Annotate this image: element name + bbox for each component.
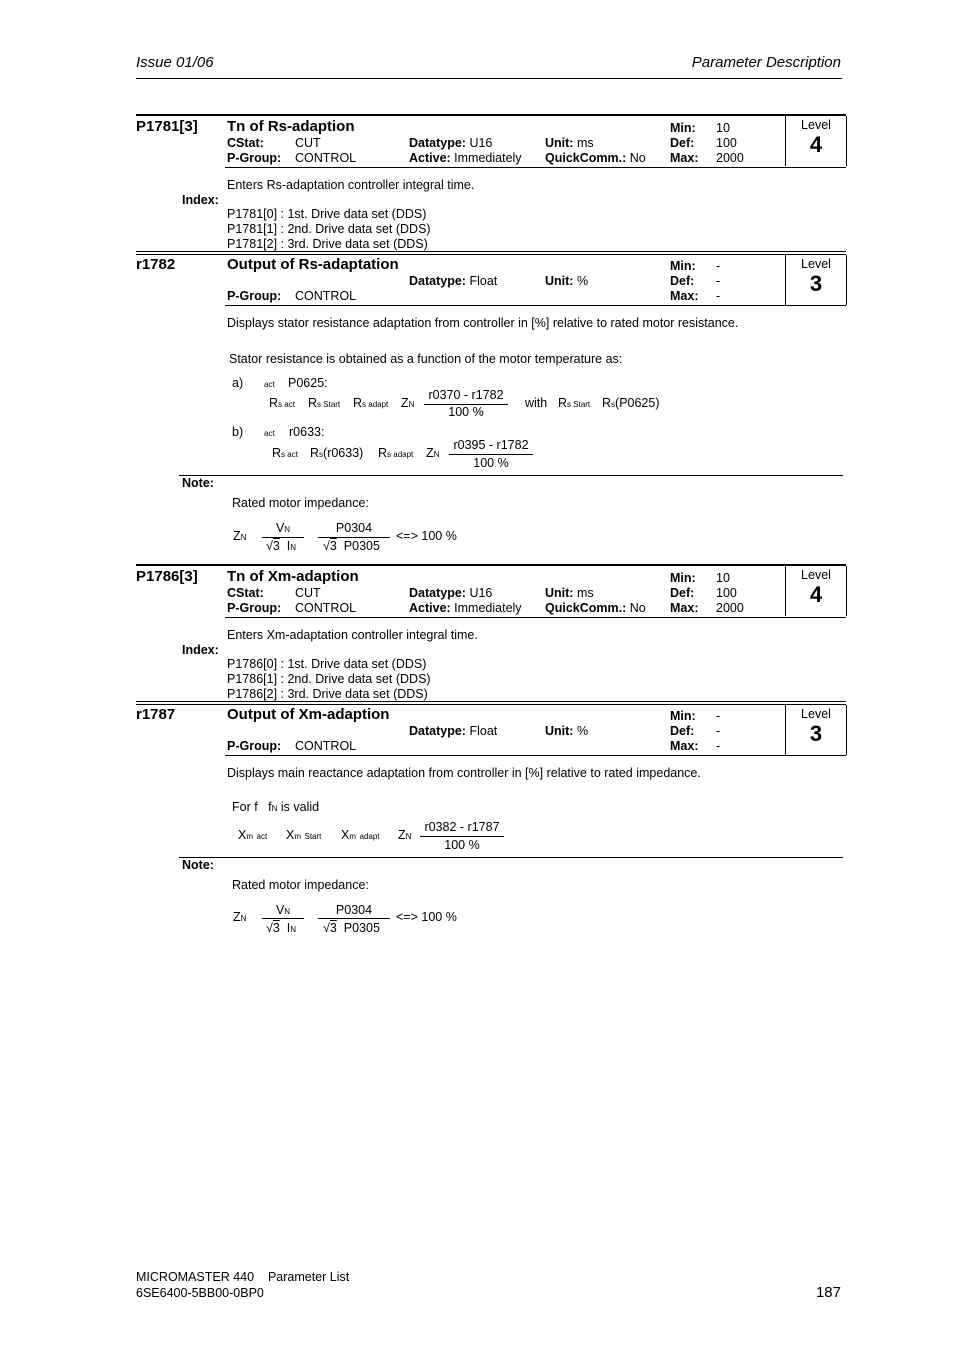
level-box — [785, 116, 847, 166]
formula-fraction-bar — [420, 836, 504, 837]
active: Active: Immediately — [409, 601, 522, 615]
level-number: 4 — [809, 132, 823, 157]
min-value: - — [716, 709, 721, 723]
formula-b-fraction-bar — [449, 454, 533, 455]
param-id: P1786[3] — [136, 568, 198, 585]
max-value: - — [716, 289, 721, 303]
level-label: Level — [801, 257, 831, 271]
pgroup-value: CONTROL — [295, 151, 357, 165]
level-label: Level — [801, 707, 831, 721]
formula-b-denominator: 100 % — [473, 456, 509, 470]
param-header-bottom-rule — [225, 755, 846, 756]
max-value: - — [716, 739, 721, 753]
header-issue: Issue 01/06 — [136, 54, 214, 71]
def-label: Def: — [670, 136, 695, 150]
def-label: Def: — [670, 586, 695, 600]
param-description: Enters Xm-adaptation controller integral time. — [227, 628, 478, 642]
max-label: Max: — [670, 601, 699, 615]
unit: Unit: ms — [545, 586, 594, 600]
index-item: P1786[0] : 1st. Drive data set (DDS) — [227, 657, 427, 671]
def-value: 100 — [716, 136, 737, 150]
param-header-bottom-rule — [225, 617, 846, 618]
note-label: Note: — [182, 476, 214, 490]
unit: Unit: % — [545, 274, 589, 288]
formula-a-numerator: r0370 - r1782 — [428, 388, 504, 402]
sqrt-icon: √ — [266, 921, 273, 935]
formula-numerator: r0382 - r1787 — [424, 820, 500, 834]
header-rule — [136, 78, 842, 79]
pgroup-value: CONTROL — [295, 601, 357, 615]
pgroup-label: P-Group: — [227, 289, 282, 303]
index-label: Index: — [182, 193, 219, 207]
formula-b-zn: ZN — [426, 446, 440, 460]
formula-intro: Stator resistance is obtained as a function of the motor temperature as: — [229, 352, 623, 366]
min-label: Min: — [670, 121, 696, 135]
param-top-rule — [136, 564, 846, 566]
min-value: 10 — [716, 121, 730, 135]
formula-a-rsstart-2: Rs Start — [558, 396, 591, 410]
min-label: Min: — [670, 709, 696, 723]
index-label: Index: — [182, 643, 219, 657]
param-description: Enters Rs-adaptation controller integral time. — [227, 178, 475, 192]
level-number: 4 — [809, 582, 823, 607]
cstat-value: CUT — [295, 586, 321, 600]
formula-a-with: with — [525, 396, 548, 410]
datatype: Datatype: U16 — [409, 586, 493, 600]
formula-a-rs-p0625: Rs(P0625) — [602, 396, 660, 410]
def-label: Def: — [670, 724, 695, 738]
cstat-label: CStat: — [227, 136, 264, 150]
cstat-value: CUT — [295, 136, 321, 150]
level-box — [785, 566, 847, 616]
level-label: Level — [801, 568, 831, 582]
formula-a-rsact: Rs act — [269, 396, 295, 410]
footer-order-number: 6SE6400-5BB00-0BP0 — [136, 1286, 264, 1300]
datatype: Datatype: U16 — [409, 136, 493, 150]
unit: Unit: % — [545, 724, 589, 738]
active: Active: Immediately — [409, 151, 522, 165]
cstat-label: CStat: — [227, 586, 264, 600]
index-item: P1781[0] : 1st. Drive data set (DDS) — [227, 207, 427, 221]
param-id: r1782 — [136, 256, 176, 273]
formula-zn: ZN — [398, 828, 412, 842]
quickcomm: QuickComm.: No — [545, 151, 646, 165]
def-value: - — [716, 724, 721, 738]
param-header-bottom-rule — [225, 167, 846, 168]
formula-a-cond: P0625: — [288, 376, 328, 390]
note-rule — [179, 857, 843, 858]
index-item: P1786[2] : 3rd. Drive data set (DDS) — [227, 687, 428, 701]
formula-a-rsadapt: Rs adapt — [353, 396, 389, 410]
formula-b-rsact: Rs act — [272, 446, 298, 460]
formula-a-denominator: 100 % — [448, 405, 484, 419]
max-label: Max: — [670, 151, 699, 165]
formula-b-cond-sub: act — [264, 429, 275, 438]
formula-a-label: a) — [232, 376, 244, 390]
sqrt-icon: √ — [266, 539, 273, 553]
formula-denominator: 100 % — [444, 838, 480, 852]
min-value: 10 — [716, 571, 730, 585]
param-title: Tn of Rs-adaption — [227, 118, 355, 135]
pgroup-value: CONTROL — [295, 289, 357, 303]
param-header-bottom-rule — [225, 305, 846, 306]
formula-a-zn: ZN — [401, 396, 415, 410]
unit: Unit: ms — [545, 136, 594, 150]
max-label: Max: — [670, 739, 699, 753]
formula-a-rsstart: Rs Start — [308, 396, 341, 410]
note-text: Rated motor impedance: — [232, 878, 369, 892]
def-value: - — [716, 274, 721, 288]
pgroup-label: P-Group: — [227, 601, 282, 615]
validity-condition: For f fN is valid — [232, 800, 320, 814]
param-title: Output of Rs-adaptation — [227, 256, 399, 273]
note-text: Rated motor impedance: — [232, 496, 369, 510]
level-number: 3 — [809, 271, 823, 296]
def-value: 100 — [716, 586, 737, 600]
formula-b-numerator: r0395 - r1782 — [453, 438, 529, 452]
page-number: 187 — [815, 1284, 841, 1301]
index-item: P1781[1] : 2nd. Drive data set (DDS) — [227, 222, 431, 236]
note-rule — [179, 475, 843, 476]
max-label: Max: — [670, 289, 699, 303]
pgroup-label: P-Group: — [227, 151, 282, 165]
param-id: r1787 — [136, 706, 176, 723]
param-description: Displays main reactance adaptation from controller in [%] relative to rated impedance. — [227, 766, 701, 780]
note-label: Note: — [182, 858, 214, 872]
param-top-rule — [136, 251, 846, 252]
sqrt-icon: √ — [323, 539, 330, 553]
param-top-rule-2 — [136, 254, 846, 255]
index-item: P1781[2] : 3rd. Drive data set (DDS) — [227, 237, 428, 251]
datatype: Datatype: Float — [409, 724, 498, 738]
formula-b-rs-r0633: Rs(r0633) — [310, 446, 364, 460]
min-value: - — [716, 259, 721, 273]
level-label: Level — [801, 118, 831, 132]
param-top-rule — [136, 701, 846, 702]
min-label: Min: — [670, 571, 696, 585]
formula-b-rsadapt: Rs adapt — [378, 446, 414, 460]
param-description: Displays stator resistance adaptation from controller in [%] relative to rated motor resistance. — [227, 316, 739, 330]
param-id: P1781[3] — [136, 118, 198, 135]
level-box — [785, 705, 847, 755]
param-top-rule — [136, 114, 846, 116]
header-section: Parameter Description — [691, 54, 841, 71]
pgroup-value: CONTROL — [295, 739, 357, 753]
pgroup-label: P-Group: — [227, 739, 282, 753]
datatype: Datatype: Float — [409, 274, 498, 288]
formula-b-cond: r0633: — [289, 425, 325, 439]
footer-product: MICROMASTER 440 Parameter List — [136, 1270, 350, 1284]
quickcomm: QuickComm.: No — [545, 601, 646, 615]
formula-b-label: b) — [232, 425, 244, 439]
level-number: 3 — [809, 721, 823, 746]
max-value: 2000 — [716, 601, 744, 615]
sqrt-icon: √ — [323, 921, 330, 935]
max-value: 2000 — [716, 151, 744, 165]
formula-xmstart: Xm Start — [286, 828, 322, 842]
param-title: Tn of Xm-adaption — [227, 568, 359, 585]
param-title: Output of Xm-adaption — [227, 706, 390, 723]
formula-a-cond-sub: act — [264, 380, 275, 389]
def-label: Def: — [670, 274, 695, 288]
min-label: Min: — [670, 259, 696, 273]
formula-xmadapt: Xm adapt — [341, 828, 380, 842]
level-box — [785, 255, 847, 305]
param-top-rule-2 — [136, 704, 846, 705]
formula-xmact: Xm act — [238, 828, 268, 842]
index-item: P1786[1] : 2nd. Drive data set (DDS) — [227, 672, 431, 686]
